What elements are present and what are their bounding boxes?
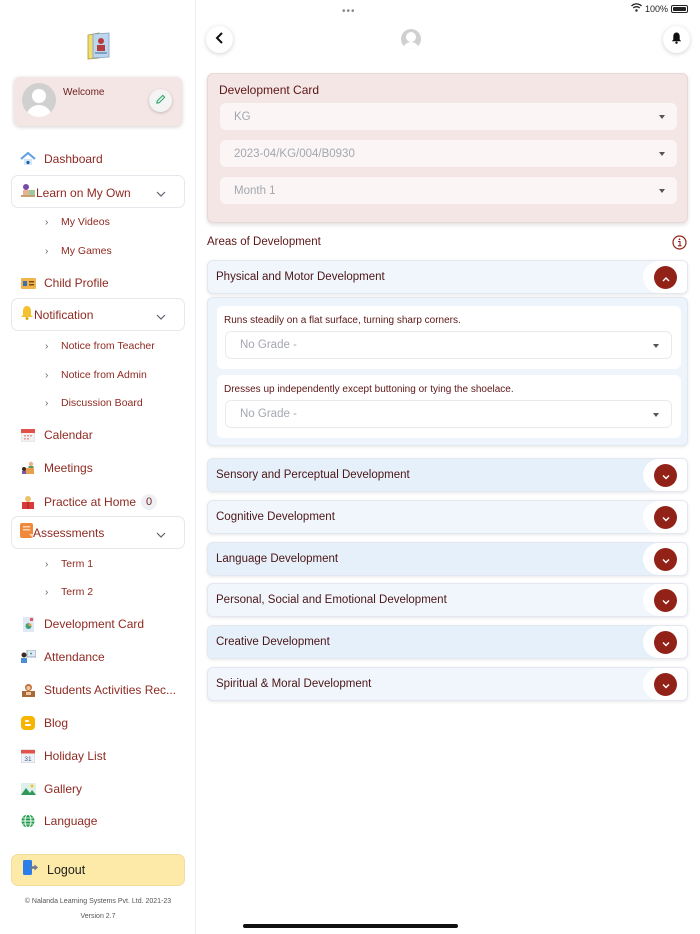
header-avatar[interactable] [401, 29, 421, 49]
grade-select[interactable]: No Grade - [225, 331, 672, 359]
svg-text:31: 31 [24, 756, 32, 763]
sidebar-subitem-notice-from-admin[interactable]: › Notice from Admin [45, 369, 147, 381]
expand-button[interactable] [654, 548, 677, 571]
reading-icon [20, 494, 36, 510]
accordion-cognitive[interactable]: Cognitive Development [207, 500, 688, 534]
sidebar-group-notification[interactable]: Notification [11, 298, 185, 331]
sidebar-item-students-activities[interactable]: Students Activities Rec... [20, 680, 176, 700]
attendance-icon [20, 649, 36, 665]
holiday-calendar-icon [20, 748, 36, 764]
chevron-down-icon [662, 634, 670, 652]
blog-icon [20, 715, 36, 731]
chevron-left-icon [215, 31, 224, 49]
edit-profile-button[interactable] [149, 89, 172, 112]
back-button[interactable] [206, 26, 233, 53]
dropdown-caret-icon [659, 189, 665, 193]
expand-button[interactable] [654, 589, 677, 612]
chevron-down-icon [662, 467, 670, 485]
chevron-right-icon: › [45, 397, 49, 409]
dropdown-caret-icon [653, 344, 659, 348]
expand-button[interactable] [654, 506, 677, 529]
welcome-card [14, 77, 182, 126]
month-select[interactable]: Month 1 [220, 177, 677, 204]
chevron-right-icon: › [45, 216, 49, 228]
globe-icon [20, 813, 36, 829]
chevron-right-icon: › [45, 586, 49, 598]
assessment-icon [20, 523, 33, 543]
sidebar-item-gallery[interactable]: Gallery [20, 779, 82, 799]
sidebar-item-blog[interactable]: Blog [20, 713, 68, 733]
chevron-right-icon: › [45, 558, 49, 570]
chevron-down-icon [662, 676, 670, 694]
status-bar [631, 3, 688, 14]
sidebar-subitem-term-1[interactable]: › Term 1 [45, 558, 94, 570]
sidebar-item-attendance[interactable]: Attendance [20, 647, 105, 667]
expand-button[interactable] [654, 631, 677, 654]
sidebar-subitem-my-games[interactable]: › My Games [45, 245, 112, 257]
chevron-right-icon: › [45, 369, 49, 381]
sidebar-item-development-card[interactable]: Development Card [20, 614, 144, 634]
dropdown-caret-icon [659, 115, 665, 119]
chevron-down-icon [662, 551, 670, 569]
dropdown-caret-icon [653, 413, 659, 417]
app-logo [85, 31, 111, 61]
sidebar-item-dashboard[interactable]: Dashboard [20, 149, 103, 169]
chevron-down-icon [662, 592, 670, 610]
logout-icon [23, 860, 39, 880]
skill-item: Runs steadily on a flat surface, turning sharp corners. No Grade - [217, 306, 681, 369]
sidebar-group-assessments[interactable]: Assessments [11, 516, 185, 549]
sidebar-subitem-notice-from-teacher[interactable]: › Notice from Teacher [45, 340, 155, 352]
grade-select[interactable]: No Grade - [225, 400, 672, 428]
practice-count-badge: 0 [141, 494, 157, 510]
accordion-personal-social-emotional[interactable]: Personal, Social and Emotional Development [207, 583, 688, 617]
battery-icon [671, 5, 688, 13]
accordion-creative[interactable]: Creative Development [207, 625, 688, 659]
sidebar-item-practice-at-home[interactable]: Practice at Home 0 [20, 492, 157, 512]
areas-of-development-title: Areas of Development [207, 236, 321, 248]
report-icon [20, 616, 36, 632]
multitasking-dots[interactable]: ••• [342, 6, 356, 17]
version-text: Version 2.7 [80, 913, 116, 920]
battery-percent: 100% [644, 3, 668, 14]
chevron-down-icon [662, 509, 670, 527]
expand-button[interactable] [654, 464, 677, 487]
sidebar-item-calendar[interactable]: Calendar [20, 425, 93, 445]
home-icon [20, 151, 36, 167]
sidebar-group-learn-on-my-own[interactable]: Learn on My Own [11, 175, 185, 208]
bell-icon [671, 31, 682, 49]
accordion-language[interactable]: Language Development [207, 542, 688, 576]
learner-icon [20, 182, 36, 203]
chevron-down-icon [156, 309, 166, 319]
class-select[interactable]: KG [220, 103, 677, 130]
sidebar-item-child-profile[interactable]: Child Profile [20, 273, 109, 293]
chevron-up-icon [662, 269, 670, 287]
sidebar-subitem-term-2[interactable]: › Term 2 [45, 586, 94, 598]
sidebar-item-meetings[interactable]: Meetings [20, 458, 93, 478]
pencil-icon [155, 92, 166, 110]
chevron-down-icon [156, 186, 166, 196]
gallery-icon [20, 781, 36, 797]
sidebar-item-holiday-list[interactable]: 31 Holiday List [20, 746, 106, 766]
accordion-physical-motor[interactable]: Physical and Motor Development [207, 260, 688, 294]
avatar[interactable] [22, 83, 56, 117]
info-icon[interactable] [672, 235, 687, 250]
sidebar-subitem-my-videos[interactable]: › My Videos [45, 216, 110, 228]
collapse-button[interactable] [654, 266, 677, 289]
sidebar-subitem-discussion-board[interactable]: › Discussion Board [45, 397, 143, 409]
accordion-body-physical-motor [207, 297, 688, 446]
activities-icon [20, 682, 36, 698]
copyright-text: © Nalanda Learning Systems Pvt. Ltd. 2021-23 [24, 898, 172, 905]
accordion-sensory-perceptual[interactable]: Sensory and Perceptual Development [207, 458, 688, 492]
development-card-filters [207, 73, 688, 223]
chevron-right-icon: › [45, 245, 49, 257]
home-indicator[interactable] [243, 924, 458, 928]
expand-button[interactable] [654, 673, 677, 696]
calendar-icon [20, 427, 36, 443]
chevron-right-icon: › [45, 340, 49, 352]
development-card-title: Development Card [219, 83, 320, 97]
chevron-down-icon [156, 527, 166, 537]
welcome-text: Welcome [63, 87, 105, 98]
sidebar-item-language[interactable]: Language [20, 811, 97, 831]
skill-item: Dresses up independently except buttoning or tying the shoelace. No Grade - [217, 375, 681, 438]
wifi-icon [631, 3, 642, 14]
meetings-icon [20, 460, 36, 476]
logout-button[interactable]: Logout [11, 854, 185, 886]
dropdown-caret-icon [659, 152, 665, 156]
bell-icon [20, 305, 34, 325]
notifications-button[interactable] [663, 26, 690, 53]
accordion-spiritual-moral[interactable]: Spiritual & Moral Development [207, 667, 688, 701]
id-card-icon [20, 275, 36, 291]
student-id-select[interactable]: 2023-04/KG/004/B0930 [220, 140, 677, 167]
sidebar [0, 0, 196, 934]
